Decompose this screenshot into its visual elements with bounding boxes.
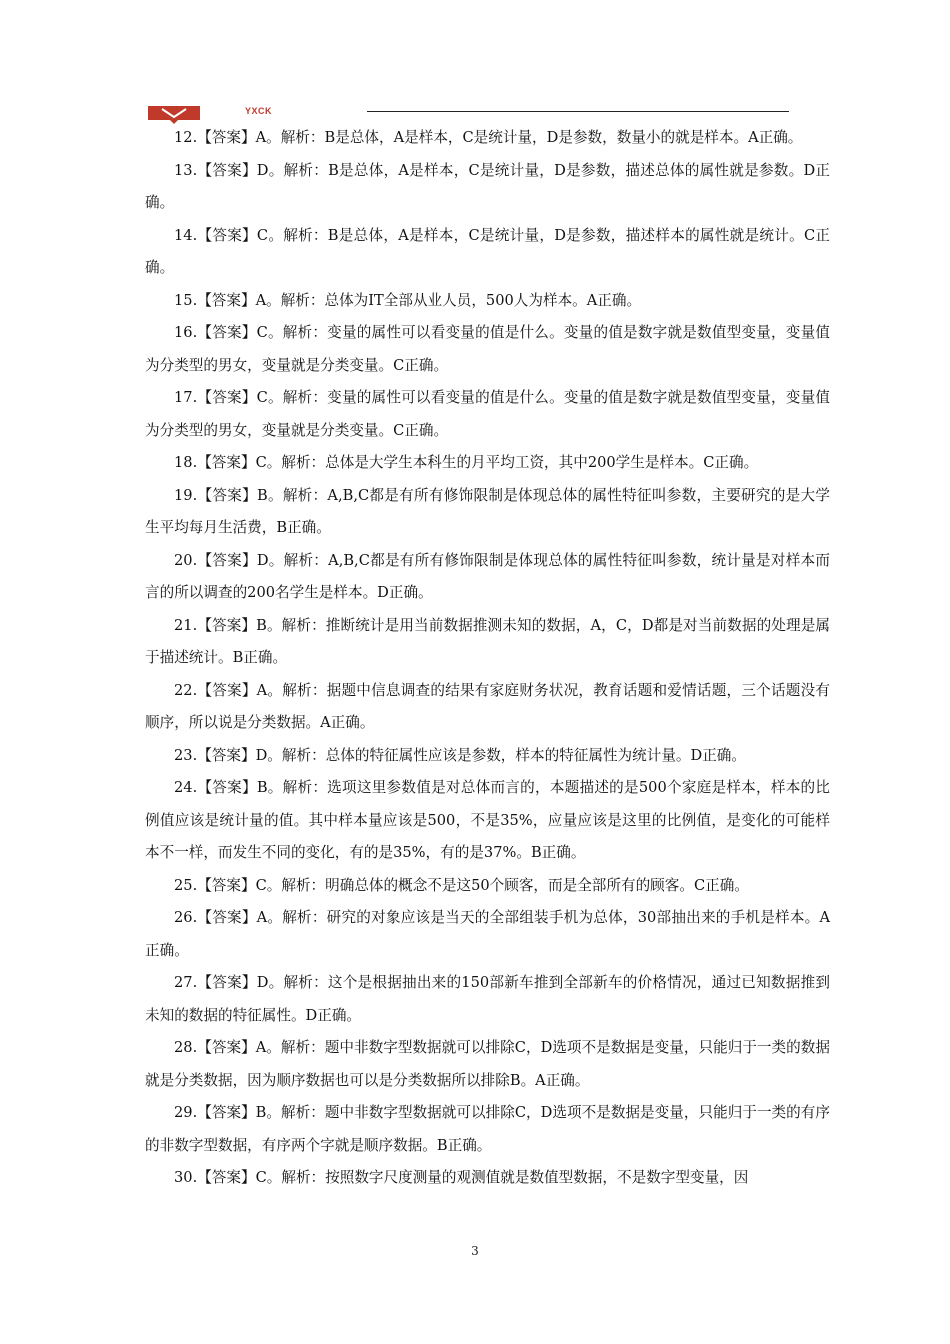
page-header: [145, 100, 795, 122]
logo-text: YXCK: [245, 106, 273, 116]
answer-item-18: 18.【答案】C。解析：总体是大学生本科生的月平均工资，其中200学生是样本。C正确。: [174, 454, 759, 471]
answer-item-30: 30.【答案】C。解析：按照数字尺度测量的观测值就是数值型数据，不是数字型变量，因: [174, 1169, 749, 1186]
answer-item-13: 13.【答案】D。解析：B是总体，A是样本，C是统计量，D是参数，描述总体的属性就是参数。D正确。: [145, 161, 830, 211]
answer-item-19: 19.【答案】B。解析：A,B,C都是有所有修饰限制是体现总体的属性特征叫参数，主要研究的是大学生平均每月生活费，B正确。: [145, 486, 830, 536]
answer-item-16: 16.【答案】C。解析：变量的属性可以看变量的值是什么。变量的值是数字就是数值型变量，变量值为分类型的男女，变量就是分类变量。C正确。: [145, 324, 830, 374]
answer-list: [145, 122, 830, 1195]
answer-item-29: 29.【答案】B。解析：题中非数字型数据就可以排除C，D选项不是数据是变量，只能归于一类的有序的非数字型数据，有序两个字就是顺序数据。B正确。: [145, 1104, 830, 1154]
answer-item-22: 22.【答案】A。解析：据题中信息调查的结果有家庭财务状况，教育话题和爱情话题，三个话题没有顺序，所以说是分类数据。A正确。: [145, 681, 830, 731]
answer-item-25: 25.【答案】C。解析：明确总体的概念不是这50个顾客，而是全部所有的顾客。C正确。: [174, 876, 749, 894]
answer-item-12: 12.【答案】A。解析：B是总体，A是样本，C是统计量，D是参数，数量小的就是样本。A正确。: [174, 129, 803, 146]
answer-item-17: 17.【答案】C。解析：变量的属性可以看变量的值是什么。变量的值是数字就是数值型变量，变量值为分类型的男女，变量就是分类变量。C正确。: [145, 389, 830, 439]
header-rule: [367, 111, 789, 112]
page-number: 3: [471, 1244, 479, 1258]
answer-item-14: 14.【答案】C。解析：B是总体，A是样本，C是统计量，D是参数，描述样本的属性就是统计。C正确。: [145, 226, 830, 276]
answer-item-27: 27.【答案】D。解析：这个是根据抽出来的150部新车推到全部新车的价格情况，通过已知数据推到未知的数据的特征属性。D正确。: [145, 974, 830, 1024]
answer-item-28: 28.【答案】A。解析：题中非数字型数据就可以排除C，D选项不是数据是变量，只能归于一类的数据就是分类数据，因为顺序数据也可以是分类数据所以排除B。A正确。: [145, 1039, 830, 1089]
answer-item-15: 15.【答案】A。解析：总体为IT全部从业人员，500人为样本。A正确。: [174, 291, 642, 309]
answer-item-26: 26.【答案】A。解析：研究的对象应该是当天的全部组装手机为总体，30部抽出来的手机是样本。A正确。: [145, 909, 830, 959]
answer-item-20: 20.【答案】D。解析：A,B,C都是有所有修饰限制是体现总体的属性特征叫参数，统计量是对样本而言的所以调查的200名学生是样本。D正确。: [145, 551, 830, 601]
answer-item-21: 21.【答案】B。解析：推断统计是用当前数据推测未知的数据，A，C，D都是对当前数据的处理是属于描述统计。B正确。: [145, 616, 830, 666]
answer-item-23: 23.【答案】D。解析：总体的特征属性应该是参数，样本的特征属性为统计量。D正确。: [174, 746, 746, 764]
answer-item-24: 24.【答案】B。解析：选项这里参数值是对总体而言的，本题描述的是500个家庭是样本，样本的比例值应该是统计量的值。其中样本量应该是500，不是35%，应量应该是这里的比例值，是变化的可能样本不一样，而发生不同的变化，有的是35%，有的是37%。B正确。: [145, 779, 830, 861]
